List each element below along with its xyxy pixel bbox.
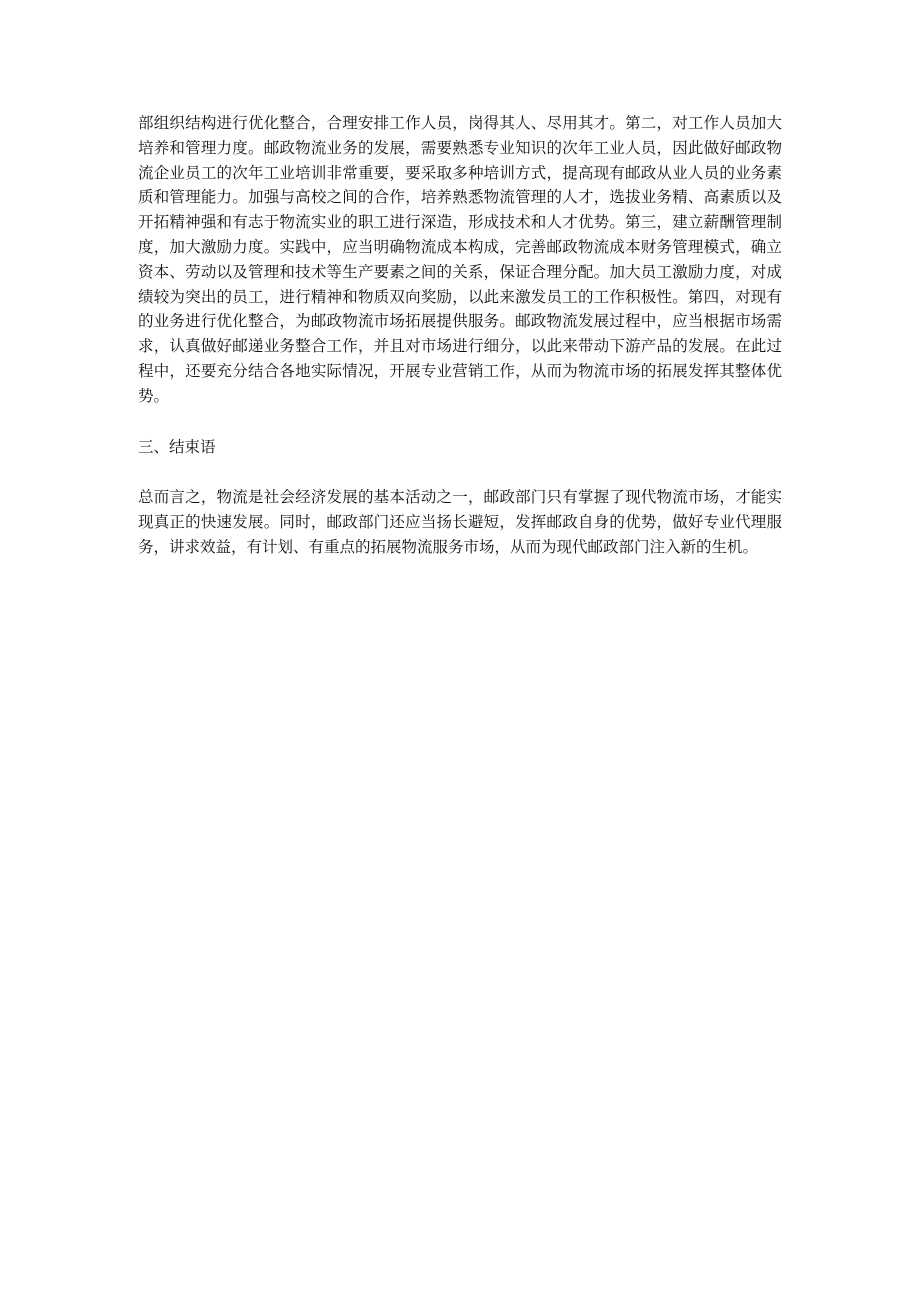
section-heading: 三、结束语 xyxy=(138,437,216,456)
document-body xyxy=(138,111,782,560)
body-paragraph: 部组织结构进行优化整合，合理安排工作人员，岗得其人、尽用其才。第二，对工作人员加大培养和管理力度。邮政物流业务的发展，需要熟悉专业知识的次年工业人员，因此做好邮政物流企业员工的次年工业培训非常重要，要采取多种培训方式，提高现有邮政从业人员的业务素质和管理能力。加强与高校之间的合作，培养熟悉物流管理的人才，选拔业务精、高素质以及开拓精神强和有志于物流实业的职工进行深造，形成技术和人才优势。第三，建立薪酬管理制度，加大激励力度。实践中，应当明确物流成本构成，完善邮政物流成本财务管理模式，确立资本、劳动以及管理和技术等生产要素之间的关系，保证合理分配。加大员工激励力度，对成绩较为突出的员工，进行精神和物质双向奖励，以此来激发员工的工作积极性。第四，对现有的业务进行优化整合，为邮政物流市场拓展提供服务。邮政物流发展过程中，应当根据市场需求，认真做好邮递业务整合工作，并且对市场进行细分，以此来带动下游产品的发展。在此过程中，还要充分结合各地实际情况，开展专业营销工作，从而为物流市场的拓展发挥其整体优势。 xyxy=(138,114,782,405)
body-paragraph: 总而言之，物流是社会经济发展的基本活动之一，邮政部门只有掌握了现代物流市场，才能实现真正的快速发展。同时，邮政部门还应当扬长避短，发挥邮政自身的优势，做好专业代理服务，讲求效益，有计划、有重点的拓展物流服务市场，从而为现代邮政部门注入新的生机。 xyxy=(138,488,782,556)
